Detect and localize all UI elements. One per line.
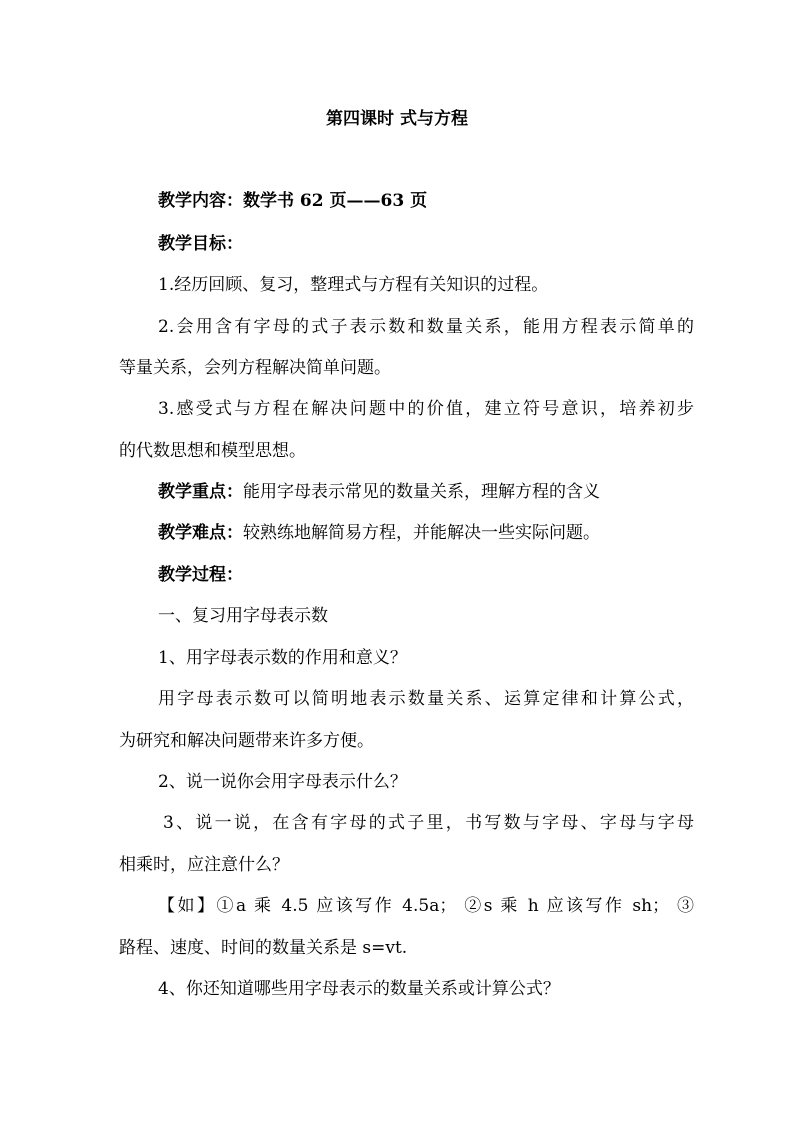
- goal-2-line-1: 2.会用含有字母的式子表示数和数量关系，能用方程表示简单的: [158, 317, 694, 337]
- key-point-label: 教学重点：: [158, 482, 243, 502]
- content-label: 教学内容：: [158, 191, 243, 211]
- goals-label: 教学目标：: [158, 234, 243, 254]
- question-3-line-1: 3、说一说，在含有字母的式子里，书写数与字母、字母与字母: [163, 813, 694, 833]
- goal-1: 1.经历回顾、复习，整理式与方程有关知识的过程。: [158, 275, 549, 295]
- example-line-2: 路程、速度、时间的数量关系是 s=vt.: [119, 938, 408, 958]
- difficult-point-line: [158, 520, 694, 546]
- question-2: 2、说一说你会用字母表示什么？: [158, 772, 407, 792]
- goal-3-line-2: 的代数思想和模型思想。: [119, 441, 306, 461]
- answer-1-line-1: 用字母表示数可以简明地表示数量关系、运算定律和计算公式，: [158, 689, 694, 709]
- key-point-value: 能用字母表示常见的数量关系，理解方程的含义: [243, 482, 600, 502]
- key-point-line: [158, 479, 694, 505]
- difficult-point-value: 较熟练地解简易方程，并能解决一些实际问题。: [243, 523, 600, 543]
- answer-1-line-2: 为研究和解决问题带来许多方便。: [119, 731, 374, 751]
- section-1-heading: 一、复习用字母表示数: [158, 606, 328, 626]
- difficult-point-label: 教学难点：: [158, 523, 243, 543]
- example-line-1: 【如】①a 乘 4.5 应该写作 4.5a； ②s 乘 h 应该写作 sh； ③: [158, 896, 694, 916]
- content-value: 数学书 62 页——63 页: [243, 191, 428, 211]
- goal-2-line-2: 等量关系，会列方程解决简单问题。: [119, 358, 391, 378]
- page-title: 第四课时 式与方程: [326, 109, 468, 129]
- question-1: 1、用字母表示数的作用和意义？: [158, 648, 407, 668]
- question-4: 4、你还知道哪些用字母表示的数量关系或计算公式？: [158, 979, 560, 999]
- question-3-line-2: 相乘时，应注意什么？: [119, 855, 289, 875]
- process-label: 教学过程：: [158, 565, 243, 585]
- goal-3-line-1: 3.感受式与方程在解决问题中的价值，建立符号意识，培养初步: [158, 399, 694, 419]
- content-line: [158, 188, 694, 214]
